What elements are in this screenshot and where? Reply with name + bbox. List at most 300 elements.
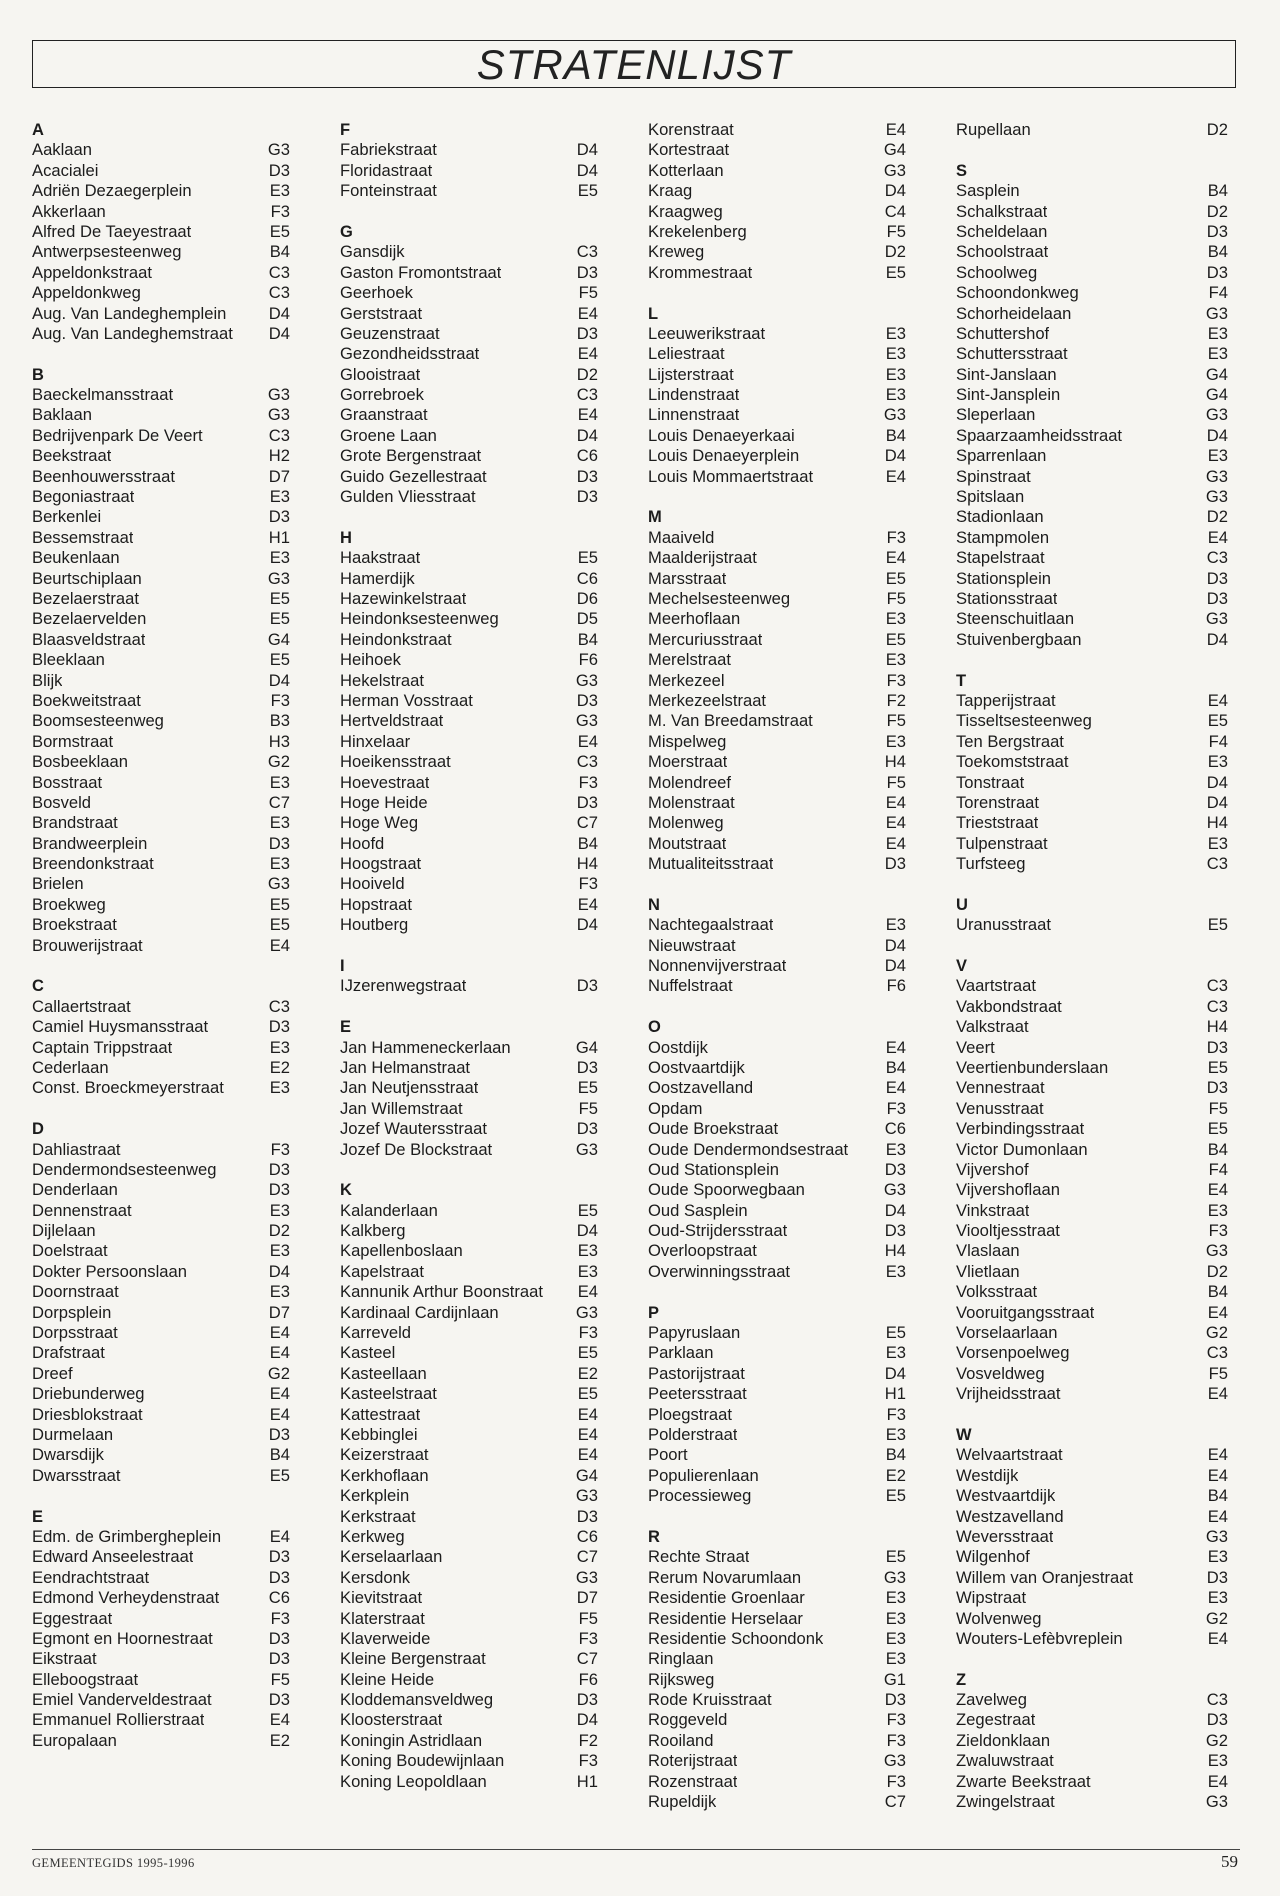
street-name: M. Van Breedamstraat [648, 711, 813, 731]
street-name: Krommestraat [648, 262, 753, 282]
street-name: Callaertstraat [32, 996, 131, 1016]
grid-code: D3 [884, 1221, 906, 1241]
section-letter: C [32, 977, 44, 996]
section-letter: E [32, 1507, 44, 1526]
page-number: 59 [1221, 1852, 1238, 1871]
street-name: Kersdonk [340, 1567, 411, 1587]
grid-code: D3 [576, 262, 598, 282]
street-name: Kraagweg [648, 201, 723, 221]
street-entry [32, 1221, 290, 1241]
grid-code: D4 [576, 160, 598, 180]
grid-code: F2 [578, 1730, 598, 1750]
street-entry [32, 834, 290, 854]
grid-code: E4 [577, 344, 598, 364]
street-entry [32, 813, 290, 833]
grid-code: E3 [269, 813, 290, 833]
street-entry [648, 1609, 906, 1629]
street-name: Vlaslaan [956, 1241, 1020, 1261]
street-name: Molenstraat [648, 792, 735, 812]
street-name: Dennenstraat [32, 1200, 132, 1220]
street-name: Kloddemansveldweg [340, 1690, 494, 1710]
street-entry [956, 1221, 1228, 1241]
street-entry [956, 446, 1228, 466]
grid-code: C3 [268, 262, 290, 282]
street-entry [32, 589, 290, 609]
street-name: Stuivenbergbaan [956, 629, 1082, 649]
street-name: Wouters-Lefèbvreplein [956, 1628, 1123, 1648]
grid-code: F3 [578, 874, 598, 894]
grid-code: G3 [1205, 1526, 1228, 1546]
grid-code: E3 [269, 854, 290, 874]
street-entry [340, 773, 598, 793]
street-entry [340, 1751, 598, 1771]
street-entry [648, 793, 906, 813]
section-letter: H [340, 528, 352, 547]
street-entry [956, 813, 1228, 833]
street-entry [648, 467, 906, 487]
street-name: Acacialei [32, 160, 99, 180]
grid-code: E4 [577, 1425, 598, 1444]
street-name: Broekstraat [32, 915, 117, 935]
index-section [648, 895, 906, 997]
index-section [648, 304, 906, 488]
street-name: Kalanderlaan [340, 1200, 438, 1220]
grid-code: D4 [884, 446, 906, 466]
street-entry [340, 1058, 598, 1078]
street-name: IJzerenwegstraat [340, 976, 467, 996]
street-entry [648, 222, 906, 242]
street-entry [32, 854, 290, 874]
street-entry [956, 732, 1228, 752]
street-entry [32, 467, 290, 487]
street-entry [648, 202, 906, 222]
street-entry [340, 874, 598, 894]
street-name: Westdijk [956, 1465, 1019, 1485]
grid-code: E4 [1207, 1506, 1228, 1526]
grid-code: C6 [268, 1588, 290, 1608]
street-name: Brandstraat [32, 813, 118, 833]
grid-code: D2 [1206, 201, 1228, 221]
grid-code: E4 [269, 1710, 290, 1730]
street-entry [956, 1384, 1228, 1404]
street-name: Aug. Van Landeghemstraat [32, 323, 233, 343]
grid-code: E5 [885, 629, 906, 649]
grid-code: E3 [1207, 1588, 1228, 1608]
grid-code: G3 [575, 1486, 598, 1506]
grid-code: B4 [885, 425, 906, 445]
street-entry [340, 446, 598, 466]
street-name: Dorpsstraat [32, 1323, 118, 1343]
street-name: Gerststraat [340, 303, 423, 323]
street-name: Oostvaartdijk [648, 1057, 745, 1077]
street-entry [340, 1119, 598, 1139]
street-name: Louis Denaeyerkaai [648, 425, 795, 445]
street-entry [648, 1221, 906, 1241]
grid-code: E3 [885, 1608, 906, 1628]
street-name: Roterijstraat [648, 1751, 738, 1771]
street-name: Camiel Huysmansstraat [32, 1017, 209, 1037]
grid-code: B4 [269, 1445, 290, 1465]
street-entry [340, 1507, 598, 1527]
street-entry [648, 344, 906, 364]
grid-code: E3 [269, 1241, 290, 1261]
street-entry [648, 242, 906, 262]
street-name: Uranusstraat [956, 915, 1051, 935]
grid-code: C3 [1206, 996, 1228, 1016]
street-name: Zwingelstraat [956, 1792, 1055, 1812]
grid-code: D2 [884, 242, 906, 262]
street-entry [648, 548, 906, 568]
street-name: Geuzenstraat [340, 323, 440, 343]
street-name: Oude Dendermondsestraat [648, 1139, 849, 1159]
street-entry [32, 609, 290, 629]
street-name: Kotterlaan [648, 160, 724, 180]
street-entry [648, 1364, 906, 1384]
street-name: Jozef Wautersstraat [340, 1119, 487, 1139]
grid-code: F3 [886, 1098, 906, 1118]
grid-code: D7 [576, 1588, 598, 1608]
street-name: Korenstraat [648, 120, 734, 139]
street-name: Hinxelaar [340, 731, 411, 751]
street-name: Ten Bergstraat [956, 731, 1064, 751]
street-entry [32, 1466, 290, 1486]
grid-code: E3 [885, 344, 906, 364]
street-entry [956, 1323, 1228, 1343]
street-name: Meerhoflaan [648, 609, 741, 629]
street-name: Zegestraat [956, 1710, 1036, 1730]
grid-code: F4 [1208, 731, 1228, 751]
street-entry [648, 1323, 906, 1343]
grid-code: E4 [577, 1282, 598, 1302]
street-name: Egmont en Hoornestraat [32, 1628, 213, 1648]
grid-code: D4 [268, 323, 290, 343]
grid-code: E3 [885, 1425, 906, 1444]
street-name: Dahliastraat [32, 1139, 121, 1159]
street-entry [32, 997, 290, 1017]
street-name: Herman Vosstraat [340, 690, 473, 710]
street-entry [340, 1649, 598, 1669]
street-entry [956, 324, 1228, 344]
street-entry [32, 507, 290, 527]
grid-code: F5 [578, 1098, 598, 1118]
street-entry [32, 283, 290, 303]
index-section [340, 120, 598, 202]
street-entry [648, 1262, 906, 1282]
street-name: Jan Hammeneckerlaan [340, 1037, 511, 1057]
footer-rule [32, 1849, 1240, 1850]
street-name: Torenstraat [956, 792, 1040, 812]
grid-code: D3 [268, 833, 290, 853]
grid-code: E3 [269, 1078, 290, 1098]
street-name: Vijvershoflaan [956, 1180, 1060, 1200]
street-name: Dwarsstraat [32, 1465, 121, 1485]
street-name: Scheldelaan [956, 221, 1048, 241]
grid-code: E3 [885, 364, 906, 384]
street-entry [32, 793, 290, 813]
street-name: Vosveldweg [956, 1363, 1045, 1383]
street-entry [956, 1731, 1228, 1751]
street-name: Driebunderweg [32, 1384, 145, 1404]
grid-code: E5 [885, 1323, 906, 1343]
grid-code: D3 [268, 1180, 290, 1200]
street-name: Hopstraat [340, 894, 412, 914]
street-name: Kalkberg [340, 1221, 406, 1241]
street-entry [648, 1343, 906, 1363]
street-entry [32, 1058, 290, 1078]
street-name: Kievitstraat [340, 1588, 423, 1608]
grid-code: B4 [885, 1445, 906, 1465]
street-name: Vorselaarlaan [956, 1323, 1058, 1343]
grid-code: F3 [578, 772, 598, 792]
street-name: Residentie Groenlaar [648, 1588, 805, 1608]
street-name: Oostdijk [648, 1037, 708, 1057]
street-name: Molendreef [648, 772, 732, 792]
street-entry [32, 732, 290, 752]
street-entry [340, 283, 598, 303]
index-section [340, 222, 598, 507]
street-name: Bezelaervelden [32, 609, 147, 629]
grid-code: E4 [1207, 690, 1228, 710]
street-entry [648, 936, 906, 956]
street-entry [648, 1466, 906, 1486]
grid-code: D2 [268, 1221, 290, 1241]
street-entry [648, 1670, 906, 1690]
grid-code: E3 [885, 650, 906, 670]
street-name: Leliestraat [648, 344, 725, 364]
street-name: Europalaan [32, 1730, 117, 1750]
street-name: Beenhouwersstraat [32, 466, 175, 486]
street-name: Zwarte Beekstraat [956, 1771, 1091, 1791]
street-name: Edm. de Grimbergheplein [32, 1526, 222, 1546]
street-entry [32, 773, 290, 793]
street-entry [340, 1690, 598, 1710]
section-letter: N [648, 895, 660, 914]
street-name: Const. Broeckmeyerstraat [32, 1078, 224, 1098]
street-entry [32, 1629, 290, 1649]
street-name: Berkenlei [32, 507, 102, 527]
street-name: Schuttersstraat [956, 344, 1068, 364]
grid-code: D4 [576, 1221, 598, 1241]
street-entry [340, 1241, 598, 1261]
street-name: Vorsenpoelweg [956, 1343, 1070, 1363]
grid-code: G3 [1205, 1241, 1228, 1261]
grid-code: E4 [1207, 1445, 1228, 1465]
street-name: Aaklaan [32, 140, 92, 160]
street-entry [648, 1425, 906, 1445]
street-name: Vaartstraat [956, 976, 1036, 996]
section-letter: B [32, 365, 44, 384]
street-entry [956, 405, 1228, 425]
grid-code: G3 [883, 1567, 906, 1587]
street-name: Molenweg [648, 813, 724, 833]
street-entry [32, 1180, 290, 1200]
street-entry [956, 1282, 1228, 1302]
street-entry [340, 569, 598, 589]
street-entry [956, 1078, 1228, 1098]
street-entry [340, 1445, 598, 1465]
street-entry [340, 1282, 598, 1302]
street-name: Sparrenlaan [956, 446, 1047, 466]
index-section [340, 528, 598, 936]
street-entry [956, 344, 1228, 364]
street-entry [956, 222, 1228, 242]
grid-code: E3 [885, 1649, 906, 1669]
index-section [956, 1425, 1228, 1649]
street-entry [32, 569, 290, 589]
grid-code: E5 [577, 1384, 598, 1404]
street-name: Kleine Heide [340, 1669, 435, 1689]
grid-code: E3 [269, 1282, 290, 1302]
street-entry [32, 1690, 290, 1710]
grid-code: E5 [269, 1465, 290, 1485]
section-letter: V [956, 957, 968, 976]
street-entry [32, 1078, 290, 1098]
grid-code: B4 [1207, 1486, 1228, 1506]
street-name: Emmanuel Rollierstraat [32, 1710, 205, 1730]
grid-code: F3 [270, 690, 290, 710]
street-entry [648, 976, 906, 996]
grid-code: E5 [1207, 711, 1228, 731]
street-name: Willem van Oranjestraat [956, 1567, 1134, 1587]
street-entry [648, 1547, 906, 1567]
grid-code: C7 [884, 1792, 906, 1812]
street-entry [956, 773, 1228, 793]
street-entry [32, 1670, 290, 1690]
street-entry [32, 1364, 290, 1384]
street-entry [956, 630, 1228, 650]
grid-code: G4 [1205, 385, 1228, 405]
street-entry [340, 609, 598, 629]
street-entry [956, 385, 1228, 405]
grid-code: H3 [268, 731, 290, 751]
grid-code: E3 [885, 915, 906, 935]
street-entry [956, 242, 1228, 262]
street-entry [32, 711, 290, 731]
street-name: Kerkhoflaan [340, 1465, 429, 1485]
grid-code: E3 [885, 1139, 906, 1159]
street-entry [956, 1038, 1228, 1058]
street-name: Broekweg [32, 894, 106, 914]
street-name: Tulpenstraat [956, 833, 1048, 853]
street-entry [32, 1160, 290, 1180]
grid-code: D4 [1206, 792, 1228, 812]
street-entry [340, 140, 598, 160]
street-entry [340, 1772, 598, 1792]
street-name: Bosstraat [32, 772, 103, 792]
grid-code: C3 [1206, 854, 1228, 874]
street-entry [956, 711, 1228, 731]
grid-code: D4 [884, 1363, 906, 1383]
grid-code: G3 [1205, 303, 1228, 323]
street-entry [340, 1629, 598, 1649]
grid-code: D3 [1206, 221, 1228, 241]
street-entry [340, 630, 598, 650]
street-name: Koningin Astridlaan [340, 1730, 483, 1750]
grid-code: G3 [1205, 405, 1228, 425]
street-name: Jan Neutjensstraat [340, 1078, 479, 1098]
grid-code: E5 [885, 1547, 906, 1567]
street-name: Veertienbunderslaan [956, 1057, 1109, 1077]
grid-code: E5 [269, 915, 290, 935]
street-name: Krekelenberg [648, 221, 747, 241]
street-name: Keizerstraat [340, 1445, 429, 1465]
grid-code: E5 [1207, 1119, 1228, 1139]
street-entry [32, 752, 290, 772]
street-name: Mispelweg [648, 731, 727, 751]
street-entry [32, 1588, 290, 1608]
street-entry [32, 1384, 290, 1404]
street-entry [956, 1629, 1228, 1649]
street-name: Wipstraat [956, 1588, 1027, 1608]
grid-code: D3 [1206, 588, 1228, 608]
street-entry [32, 487, 290, 507]
section-letter: O [648, 1018, 661, 1037]
street-entry [956, 548, 1228, 568]
street-entry [340, 304, 598, 324]
street-name: Peetersstraat [648, 1384, 747, 1404]
grid-code: E3 [885, 323, 906, 343]
street-name: Mercuriusstraat [648, 629, 763, 649]
street-name: Edmond Verheydenstraat [32, 1588, 220, 1608]
street-name: Louis Denaeyerplein [648, 446, 800, 466]
grid-code: G2 [1205, 1730, 1228, 1750]
street-name: Lijsterstraat [648, 364, 734, 384]
grid-code: F5 [1208, 1098, 1228, 1118]
street-entry [648, 385, 906, 405]
grid-code: G3 [1205, 466, 1228, 486]
grid-code: D3 [1206, 1037, 1228, 1057]
section-letter: A [32, 121, 44, 139]
street-entry [340, 1466, 598, 1486]
grid-code: E4 [269, 935, 290, 955]
grid-code: F3 [578, 1628, 598, 1648]
grid-code: E4 [269, 1384, 290, 1404]
grid-code: D4 [1206, 629, 1228, 649]
grid-code: E3 [269, 1200, 290, 1220]
street-entry [340, 1038, 598, 1058]
street-entry [32, 1425, 290, 1445]
grid-code: C7 [268, 792, 290, 812]
street-entry [340, 691, 598, 711]
grid-code: F2 [886, 690, 906, 710]
grid-code: G2 [1205, 1608, 1228, 1628]
street-name: Hoeikensstraat [340, 752, 451, 772]
grid-code: D3 [576, 976, 598, 996]
street-entry [648, 1140, 906, 1160]
street-entry [956, 691, 1228, 711]
street-name: Lindenstraat [648, 385, 740, 405]
street-name: Processieweg [648, 1486, 752, 1506]
grid-code: E5 [885, 1486, 906, 1506]
street-entry [340, 752, 598, 772]
street-entry [956, 1568, 1228, 1588]
section-letter: K [340, 1181, 352, 1200]
index-section [32, 976, 290, 1098]
street-name: Merkezeel [648, 670, 725, 690]
grid-code: E4 [885, 466, 906, 486]
grid-code: E3 [577, 1261, 598, 1281]
street-entry [648, 181, 906, 201]
grid-code: G3 [575, 1139, 598, 1159]
street-name: Brouwerijstraat [32, 935, 143, 955]
street-entry [32, 181, 290, 201]
grid-code: D3 [268, 1547, 290, 1567]
grid-code: D3 [884, 854, 906, 874]
street-name: Leeuwerikstraat [648, 323, 766, 343]
street-name: Kannunik Arthur Boonstraat [340, 1282, 543, 1302]
street-entry [956, 467, 1228, 487]
index-section [956, 161, 1228, 650]
